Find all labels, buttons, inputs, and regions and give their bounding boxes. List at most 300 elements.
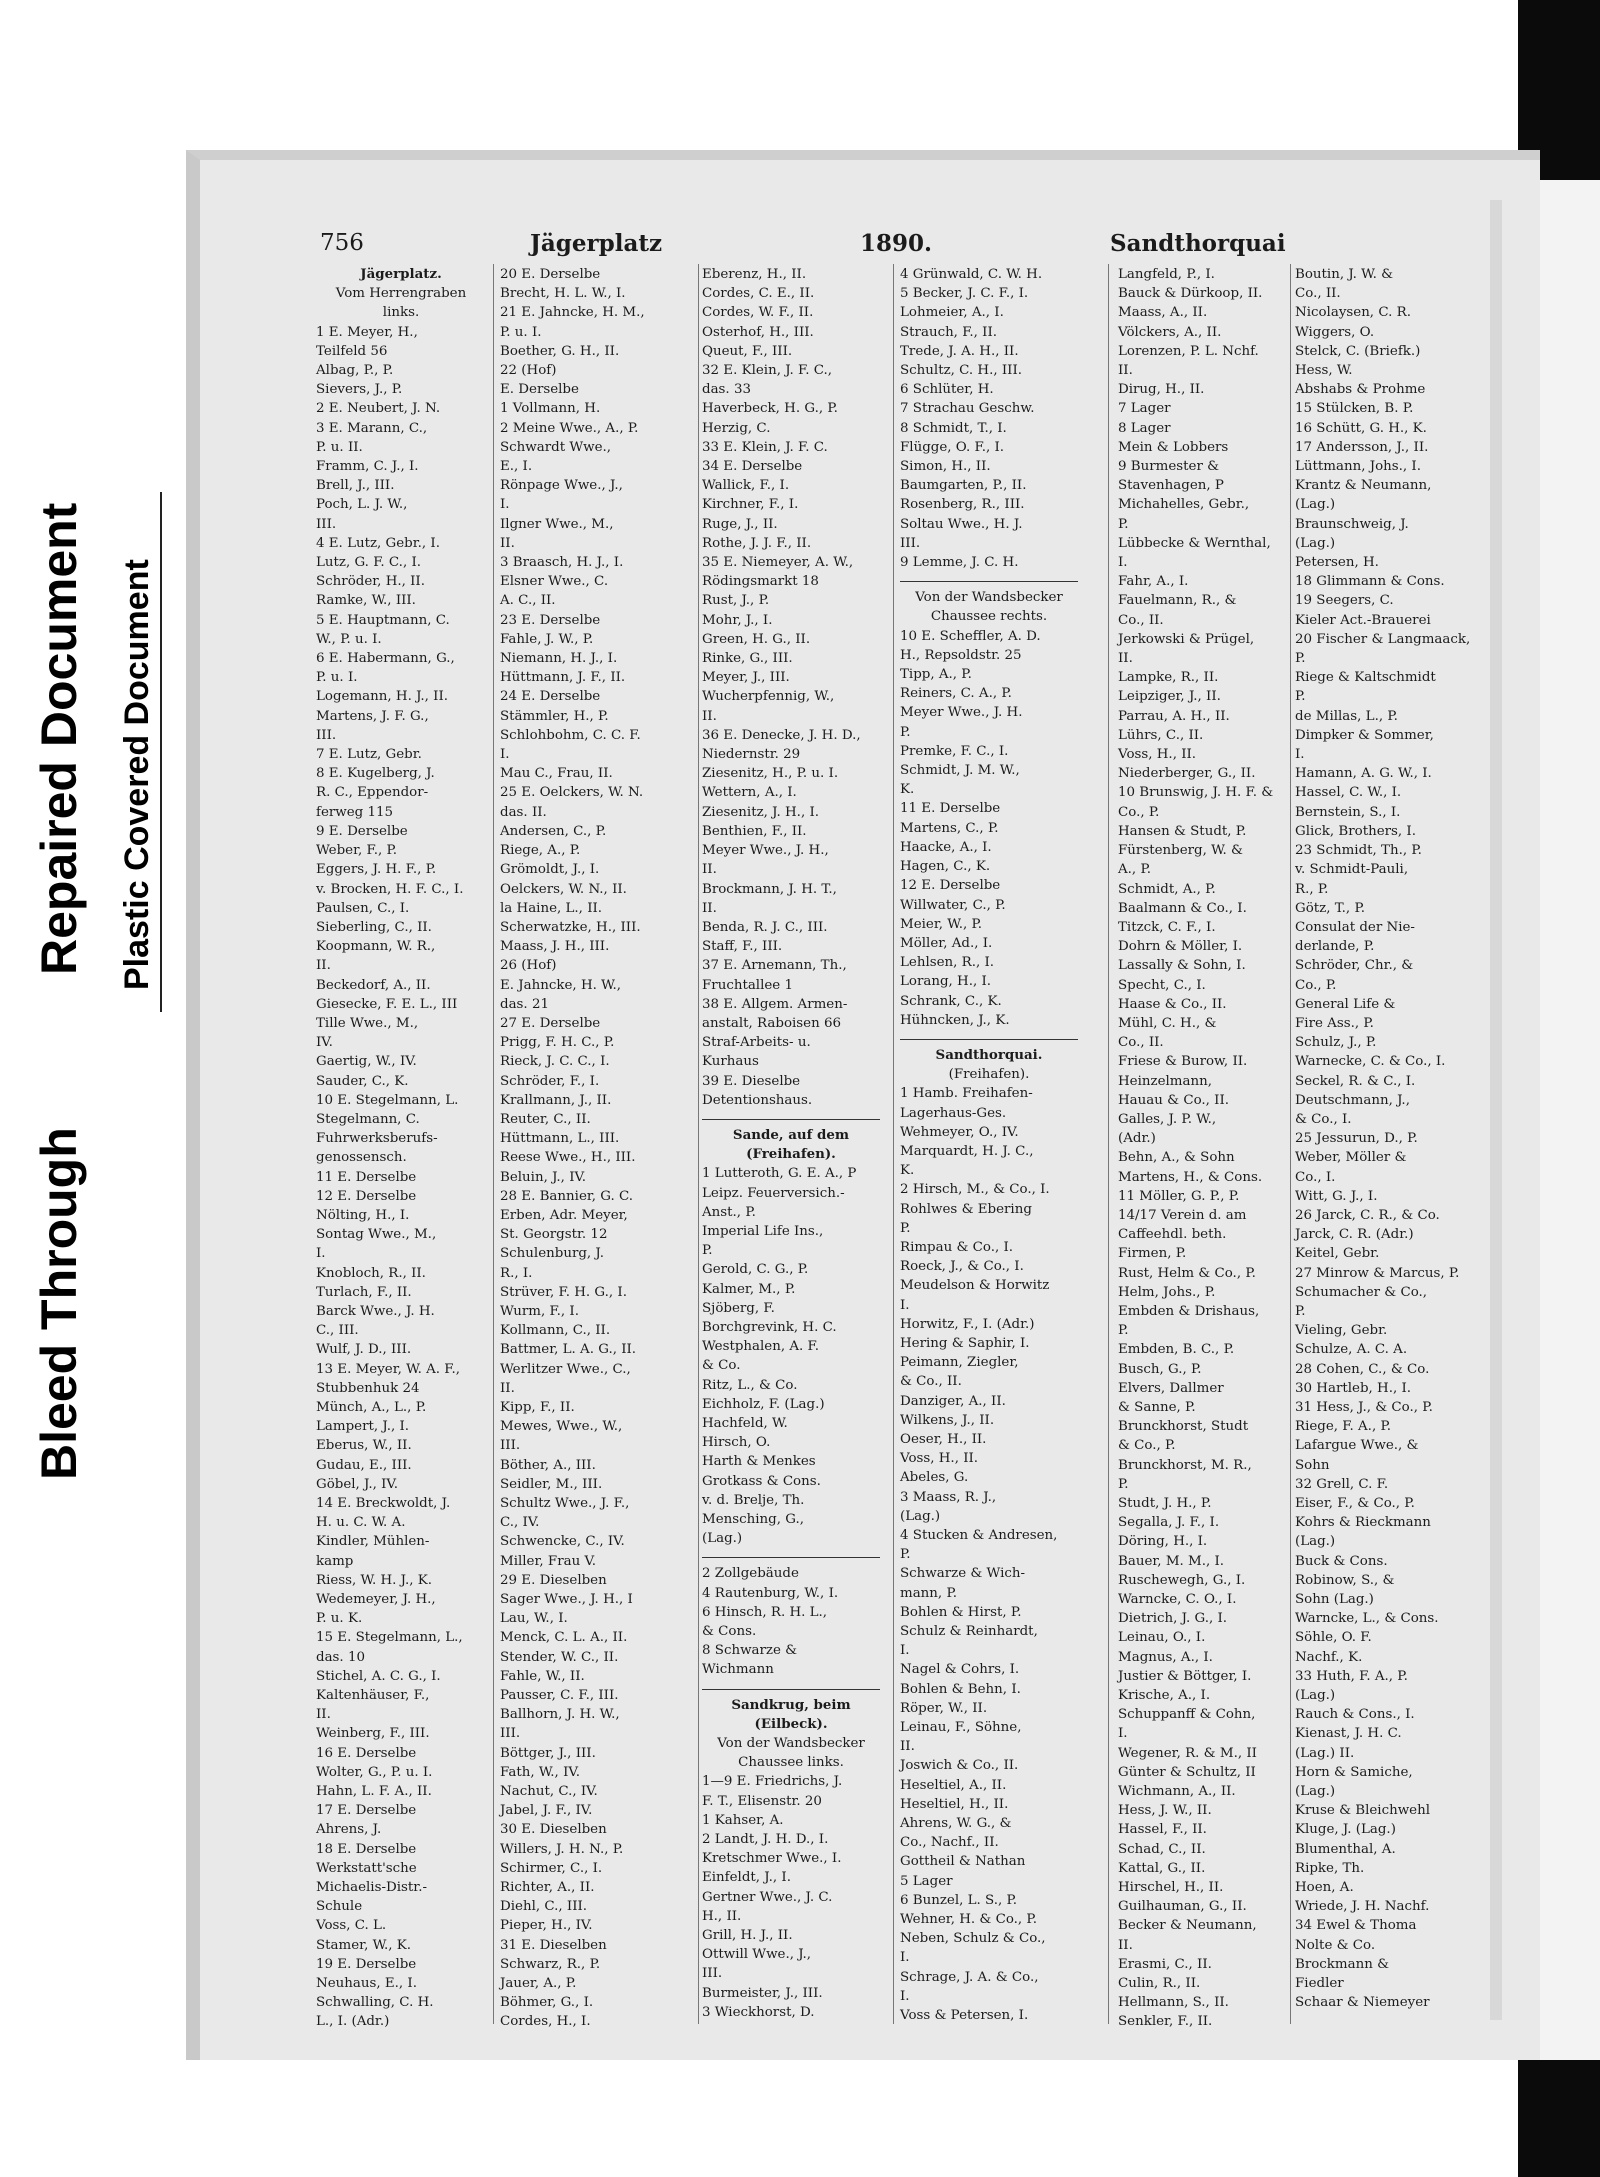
directory-entry: (Lag.) II. bbox=[1295, 1745, 1355, 1761]
directory-entry: Stamer, W., K. bbox=[316, 1937, 412, 1953]
directory-entry: Fahr, A., I. bbox=[1118, 574, 1189, 590]
directory-entry: Möller, Ad., I. bbox=[900, 935, 993, 951]
directory-entry: Wichmann bbox=[702, 1662, 774, 1678]
directory-entry: Eberus, W., II. bbox=[316, 1438, 412, 1454]
directory-entry: Specht, C., I. bbox=[1118, 977, 1206, 993]
directory-entry: Martens, C., P. bbox=[900, 820, 999, 836]
directory-entry: Kattal, G., II. bbox=[1118, 1860, 1206, 1876]
directory-entry: 1 Hamb. Freihafen- bbox=[900, 1086, 1033, 1102]
directory-entry: 1 Kahser, A. bbox=[702, 1812, 784, 1828]
directory-entry: Gerold, C. G., P. bbox=[702, 1262, 809, 1278]
directory-entry: Co., II. bbox=[1118, 612, 1164, 628]
directory-entry: 4 Grünwald, C. W. H. bbox=[900, 267, 1043, 282]
directory-entry: II. bbox=[702, 900, 717, 916]
section-note: Von der Wandsbecker bbox=[717, 1736, 865, 1752]
directory-entry: Eggers, J. H. F., P. bbox=[316, 862, 437, 878]
directory-entry: 9 Burmester & bbox=[1118, 459, 1220, 475]
directory-entry: Willwater, C., P. bbox=[900, 897, 1006, 913]
directory-entry: Voss, C. L. bbox=[316, 1918, 387, 1934]
directory-entry: Embden & Drishaus, bbox=[1118, 1303, 1260, 1319]
section-note: (Freihafen). bbox=[948, 1067, 1030, 1083]
directory-entry: Flügge, O. F., I. bbox=[900, 439, 1005, 455]
directory-entry: Böther, A., III. bbox=[500, 1457, 596, 1473]
left-running-head: Jägerplatz bbox=[530, 230, 663, 257]
directory-entry: das. 21 bbox=[500, 996, 549, 1012]
directory-entry: Giesecke, F. E. L., III bbox=[316, 996, 458, 1012]
directory-entry: v. d. Brelje, Th. bbox=[702, 1492, 805, 1508]
directory-entry: Wulf, J. D., III. bbox=[316, 1342, 412, 1358]
directory-entry: Mohr, J., I. bbox=[702, 612, 773, 628]
directory-entry: Werlitzer Wwe., C., bbox=[500, 1361, 631, 1377]
directory-entry: Langfeld, P., I. bbox=[1118, 267, 1215, 282]
directory-entry: Behn, A., & Sohn bbox=[1118, 1150, 1235, 1166]
directory-entry: Fire Ass., P. bbox=[1295, 1015, 1374, 1031]
directory-entry: Guilhauman, G., II. bbox=[1118, 1899, 1247, 1915]
directory-entry: P. bbox=[1295, 689, 1306, 705]
directory-entry: P. bbox=[900, 1220, 911, 1236]
directory-entry: II. bbox=[1118, 651, 1133, 667]
directory-entry: Schröder, F., I. bbox=[500, 1073, 600, 1089]
directory-entry: Premke, F. C., I. bbox=[900, 743, 1009, 759]
directory-entry: Rieck, J. C. C., I. bbox=[500, 1054, 610, 1070]
directory-entry: Jabel, J. F., IV. bbox=[500, 1803, 593, 1819]
directory-entry: 23 E. Derselbe bbox=[500, 612, 601, 628]
directory-entry: General Life & bbox=[1295, 996, 1396, 1012]
directory-entry: Fahle, W., II. bbox=[500, 1668, 585, 1684]
directory-entry: Nölting, H., I. bbox=[316, 1207, 410, 1223]
directory-entry: Tille Wwe., M., bbox=[316, 1015, 419, 1031]
directory-entry: Lührs, C., II. bbox=[1118, 727, 1204, 743]
directory-entry: Rothe, J. J. F., II. bbox=[702, 535, 812, 551]
directory-entry: II. bbox=[702, 862, 717, 878]
directory-entry: E., I. bbox=[500, 459, 533, 475]
directory-entry: Meudelson & Horwitz bbox=[900, 1278, 1050, 1294]
directory-entry: derlande, P. bbox=[1295, 939, 1375, 955]
directory-entry: Leipz. Feuerversich.- bbox=[702, 1185, 845, 1201]
directory-entry: II. bbox=[900, 1739, 915, 1755]
directory-entry: Fiedler bbox=[1295, 1976, 1344, 1992]
directory-entry: Ruge, J., II. bbox=[702, 516, 778, 532]
directory-entry: Gaertig, W., IV. bbox=[316, 1054, 417, 1070]
directory-entry: R., P. bbox=[1295, 881, 1329, 897]
directory-entry: Sohn (Lag.) bbox=[1295, 1592, 1374, 1608]
directory-entry: Lorenzen, P. L. Nchf. bbox=[1118, 343, 1259, 359]
directory-entry: Erben, Adr. Meyer, bbox=[500, 1207, 628, 1223]
directory-entry: 20 E. Derselbe bbox=[500, 267, 601, 282]
directory-entry: Co., II. bbox=[1118, 1035, 1164, 1051]
section-note: Von der Wandsbecker bbox=[915, 590, 1063, 606]
directory-entry: Maass, J. H., III. bbox=[500, 939, 610, 955]
directory-entry: Willers, J. H. N., P. bbox=[500, 1841, 624, 1857]
directory-entry: Hirsch, O. bbox=[702, 1435, 771, 1451]
directory-entry: Hahn, L. F. A., II. bbox=[316, 1784, 432, 1800]
directory-entry: Brunckhorst, M. R., bbox=[1118, 1457, 1252, 1473]
directory-entry: Heseltiel, A., II. bbox=[900, 1777, 1007, 1793]
directory-entry: Jauer, A., P. bbox=[500, 1976, 577, 1992]
directory-entry: Lorang, H., I. bbox=[900, 974, 992, 990]
directory-entry: Knobloch, R., II. bbox=[316, 1265, 426, 1281]
directory-entry: 15 E. Stegelmann, L., bbox=[316, 1630, 463, 1646]
directory-entry: Mein & Lobbers bbox=[1118, 439, 1229, 455]
column-rule bbox=[1108, 264, 1109, 2024]
directory-entry: Abeles, G. bbox=[900, 1470, 969, 1486]
directory-entry: Busch, G., P. bbox=[1118, 1361, 1202, 1377]
directory-entry: (Lag.) bbox=[1295, 1784, 1336, 1800]
directory-entry: 8 Schwarze & bbox=[702, 1643, 798, 1659]
directory-entry: Lehlsen, R., I. bbox=[900, 955, 995, 971]
directory-entry: L., I. (Adr.) bbox=[316, 2014, 390, 2030]
directory-entry: Riege, A., P. bbox=[500, 843, 581, 859]
directory-entry: Rinke, G., III. bbox=[702, 651, 793, 667]
directory-entry: Parrau, A. H., II. bbox=[1118, 708, 1230, 724]
directory-entry: Brockmann, J. H. T., bbox=[702, 881, 837, 897]
directory-entry: Haacke, A., I. bbox=[900, 839, 992, 855]
next-page-edge bbox=[1530, 180, 1600, 2060]
directory-entry: 31 E. Dieselben bbox=[500, 1937, 607, 1953]
directory-entry: Kluge, J. (Lag.) bbox=[1295, 1822, 1396, 1838]
directory-entry: 36 E. Denecke, J. H. D., bbox=[702, 727, 861, 743]
directory-entry: Reuter, C., II. bbox=[500, 1111, 591, 1127]
street-heading: Jägerplatz. bbox=[360, 266, 442, 282]
directory-entry: Warnecke, C. & Co., I. bbox=[1295, 1054, 1446, 1070]
directory-entry: Grill, H. J., II. bbox=[702, 1928, 793, 1944]
directory-entry: Lagerhaus-Ges. bbox=[900, 1105, 1007, 1121]
directory-entry: Strüver, F. H. G., I. bbox=[500, 1284, 627, 1300]
directory-entry: Krische, A., I. bbox=[1118, 1688, 1211, 1704]
directory-entry: Battmer, L. A. G., II. bbox=[500, 1342, 637, 1358]
directory-entry: Mewes, Wwe., W., bbox=[500, 1419, 623, 1435]
directory-entry: 24 E. Derselbe bbox=[500, 689, 601, 705]
directory-entry: 1 Vollmann, H. bbox=[500, 401, 601, 417]
directory-entry: Sager Wwe., J. H., I bbox=[500, 1592, 633, 1608]
directory-entry: F. T., Elisenstr. 20 bbox=[702, 1793, 822, 1809]
directory-entry: Co., I. bbox=[1295, 1169, 1336, 1185]
directory-entry: Heinzelmann, bbox=[1118, 1073, 1212, 1089]
directory-entry: Caffeehdl. beth. bbox=[1118, 1227, 1227, 1243]
directory-entry: Wriede, J. H. Nachf. bbox=[1295, 1899, 1430, 1915]
directory-entry: I. bbox=[1118, 1726, 1128, 1742]
directory-entry: Fruchtallee 1 bbox=[702, 977, 793, 993]
directory-entry: 11 Möller, G. P., P. bbox=[1118, 1188, 1240, 1204]
directory-entry: C., III. bbox=[316, 1323, 359, 1339]
directory-entry: Schule bbox=[316, 1899, 363, 1915]
section-note: Chaussee rechts. bbox=[930, 609, 1048, 625]
directory-entry: Miller, Frau V. bbox=[500, 1553, 597, 1569]
directory-entry: Schulz, J., P. bbox=[1295, 1035, 1377, 1051]
directory-entry: Hellmann, S., II. bbox=[1118, 1995, 1229, 2011]
directory-entry: Meyer, J., III. bbox=[702, 670, 790, 686]
directory-entry: Haase & Co., II. bbox=[1118, 996, 1227, 1012]
directory-entry: Rimpau & Co., I. bbox=[900, 1239, 1014, 1255]
directory-entry: Seidler, M., III. bbox=[500, 1476, 603, 1492]
directory-entry: Hühncken, J., K. bbox=[900, 1012, 1010, 1028]
plastic-covered-label: Plastic Covered Document bbox=[118, 559, 156, 990]
directory-entry: Eiser, F., & Co., P. bbox=[1295, 1496, 1415, 1511]
directory-entry: Magnus, A., I. bbox=[1118, 1649, 1213, 1665]
directory-entry: Sauder, C., K. bbox=[316, 1073, 409, 1089]
directory-entry: I. bbox=[900, 1643, 910, 1659]
directory-entry: ferweg 115 bbox=[316, 804, 394, 820]
directory-entry: 1—9 E. Friedrichs, J. bbox=[702, 1774, 843, 1790]
directory-entry: Schad, C., II. bbox=[1118, 1841, 1206, 1857]
directory-entry: (Lag.) bbox=[1295, 1688, 1336, 1704]
directory-entry: Schulz & Reinhardt, bbox=[900, 1624, 1038, 1640]
directory-entry: Logemann, H. J., II. bbox=[316, 689, 449, 705]
directory-entry: Eichholz, F. (Lag.) bbox=[702, 1396, 825, 1412]
directory-entry: 3 Wieckhorst, D. bbox=[702, 2004, 815, 2020]
directory-entry: Culin, R., II. bbox=[1118, 1976, 1201, 1992]
directory-entry: Ruschewegh, G., I. bbox=[1118, 1572, 1246, 1588]
directory-entry: Firmen, P. bbox=[1118, 1246, 1187, 1262]
directory-entry: Ballhorn, J. H. W., bbox=[500, 1707, 620, 1723]
directory-entry: H. u. C. W. A. bbox=[316, 1515, 406, 1531]
directory-entry: 31 Hess, J., & Co., P. bbox=[1295, 1399, 1433, 1415]
directory-entry: 25 E. Oelckers, W. N. bbox=[500, 785, 644, 801]
directory-entry: 28 E. Bannier, G. C. bbox=[500, 1188, 634, 1204]
directory-entry: Stelck, C. (Briefk.) bbox=[1295, 343, 1421, 359]
directory-entry: Burmeister, J., III. bbox=[702, 1985, 823, 2001]
directory-entry: Böhmer, G., I. bbox=[500, 1995, 594, 2011]
directory-entry: 2 Meine Wwe., A., P. bbox=[500, 420, 639, 436]
directory-entry: Schlohbohm, C. C. F. bbox=[500, 727, 641, 743]
section-divider bbox=[702, 1110, 880, 1120]
directory-entry: Stubbenhuk 24 bbox=[316, 1380, 420, 1396]
directory-entry: Schumacher & Co., bbox=[1295, 1284, 1428, 1300]
directory-entry: 5 Lager bbox=[900, 1873, 953, 1889]
directory-entry: Hering & Saphir, I. bbox=[900, 1335, 1030, 1351]
directory-entry: 28 Cohen, C., & Co. bbox=[1295, 1361, 1430, 1377]
directory-entry: Sievers, J., P. bbox=[316, 382, 403, 398]
directory-entry: Beckedorf, A., II. bbox=[316, 977, 431, 993]
directory-entry: 10 E. Scheffler, A. D. bbox=[900, 628, 1041, 644]
directory-entry: 11 E. Derselbe bbox=[900, 801, 1001, 817]
directory-entry: Schulenburg, J. bbox=[500, 1246, 605, 1262]
directory-entry: Keitel, Gebr. bbox=[1295, 1246, 1380, 1262]
directory-entry: 17 E. Derselbe bbox=[316, 1803, 417, 1819]
directory-entry: 38 E. Allgem. Armen- bbox=[702, 996, 848, 1012]
directory-entry: Röper, W., II. bbox=[900, 1700, 988, 1716]
column-rule bbox=[893, 264, 894, 2024]
directory-entry: Ahrens, J. bbox=[316, 1822, 382, 1838]
directory-entry: H., Repsoldstr. 25 bbox=[900, 647, 1022, 663]
directory-entry: Strauch, F., II. bbox=[900, 324, 998, 340]
directory-entry: 5 Becker, J. C. F., I. bbox=[900, 286, 1029, 302]
street-heading: (Freihafen). bbox=[746, 1146, 836, 1163]
directory-entry: Green, H. G., II. bbox=[702, 631, 811, 647]
directory-entry: Weinberg, F., III. bbox=[316, 1726, 430, 1742]
directory-entry: Martens, J. F. G., bbox=[316, 708, 429, 724]
directory-entry: Kipp, F., II. bbox=[500, 1399, 575, 1415]
directory-entry: Wucherpfennig, W., bbox=[702, 689, 835, 705]
directory-entry: Hassel, C. W., I. bbox=[1295, 785, 1402, 801]
column-rule bbox=[493, 264, 494, 2024]
directory-entry: Barck Wwe., J. H. bbox=[316, 1303, 435, 1319]
directory-entry: Baumgarten, P., II. bbox=[900, 478, 1027, 494]
directory-column-6 bbox=[1295, 265, 1485, 2012]
directory-entry: Soltau Wwe., H. J. bbox=[900, 516, 1023, 532]
directory-entry: Bernstein, S., I. bbox=[1295, 804, 1401, 820]
directory-entry: Albag, P., P. bbox=[316, 363, 394, 379]
year-head: 1890. bbox=[860, 230, 933, 257]
directory-entry: 2 Zollgebäude bbox=[702, 1566, 799, 1582]
page-header bbox=[320, 230, 1490, 270]
directory-entry: Niedernstr. 29 bbox=[702, 747, 801, 763]
directory-entry: Schröder, H., II. bbox=[316, 574, 425, 590]
directory-entry: Ziesenitz, H., P. u. I. bbox=[702, 766, 839, 782]
directory-entry: P. bbox=[900, 1547, 911, 1563]
directory-entry: I. bbox=[1118, 555, 1128, 571]
directory-entry: Sieberling, C., II. bbox=[316, 919, 432, 935]
directory-entry: Stichel, A. C. G., I. bbox=[316, 1668, 441, 1684]
directory-entry: 27 Minrow & Marcus, P. bbox=[1295, 1265, 1460, 1281]
directory-entry: 39 E. Dieselbe bbox=[702, 1073, 801, 1089]
directory-entry: P. bbox=[1295, 651, 1306, 667]
directory-entry: Hachfeld, W. bbox=[702, 1415, 788, 1431]
directory-entry: Warncke, L., & Cons. bbox=[1295, 1611, 1439, 1627]
directory-entry: Imperial Life Ins., bbox=[702, 1223, 824, 1239]
directory-entry: 25 Jessurun, D., P. bbox=[1295, 1131, 1418, 1147]
directory-entry: Boutin, J. W. & bbox=[1295, 267, 1394, 282]
directory-entry: Segalla, J. F., I. bbox=[1118, 1515, 1220, 1531]
directory-entry: Reese Wwe., H., III. bbox=[500, 1150, 636, 1166]
directory-entry: Lutz, G. F. C., I. bbox=[316, 555, 421, 571]
directory-entry: Grotkass & Cons. bbox=[702, 1473, 821, 1489]
directory-entry: 9 E. Derselbe bbox=[316, 823, 408, 839]
bleed-through-label: Bleed Through bbox=[31, 1127, 87, 1480]
directory-entry: 33 Huth, F. A., P. bbox=[1295, 1668, 1408, 1684]
directory-entry: Elvers, Dallmer bbox=[1118, 1380, 1224, 1396]
directory-entry: Benthien, F., II. bbox=[702, 823, 807, 839]
directory-entry: 33 E. Klein, J. F. C. bbox=[702, 439, 828, 455]
directory-entry: 29 E. Dieselben bbox=[500, 1572, 607, 1588]
directory-entry: mann, P. bbox=[900, 1585, 957, 1601]
directory-entry: Schmidt, A., P. bbox=[1118, 881, 1216, 897]
directory-entry: III. bbox=[316, 727, 337, 743]
directory-entry: 3 Maass, R. J., bbox=[900, 1489, 997, 1505]
directory-entry: Kohrs & Rieckmann bbox=[1295, 1515, 1431, 1531]
section-divider bbox=[702, 1548, 880, 1558]
directory-entry: Schmidt, J. M. W., bbox=[900, 763, 1020, 779]
directory-entry: Danziger, A., II. bbox=[900, 1393, 1006, 1409]
directory-entry: Schirmer, C., I. bbox=[500, 1860, 603, 1876]
directory-entry: (Adr.) bbox=[1118, 1131, 1156, 1147]
directory-entry: Hagen, C., K. bbox=[900, 859, 991, 875]
directory-entry: das. 33 bbox=[702, 382, 751, 398]
directory-entry: Becker & Neumann, bbox=[1118, 1918, 1257, 1934]
directory-entry: II. bbox=[1118, 363, 1133, 379]
directory-entry: Dohrn & Möller, I. bbox=[1118, 939, 1243, 955]
directory-entry: Nachut, C., IV. bbox=[500, 1784, 598, 1800]
directory-entry: Döring, H., I. bbox=[1118, 1534, 1208, 1550]
directory-entry: Völckers, A., II. bbox=[1118, 324, 1222, 340]
directory-entry: Wegener, R. & M., II bbox=[1118, 1745, 1257, 1761]
directory-entry: Schwarze & Wich- bbox=[900, 1566, 1026, 1582]
directory-entry: Hüttmann, J. F., II. bbox=[500, 670, 626, 686]
directory-entry: Bauck & Dürkoop, II. bbox=[1118, 286, 1263, 302]
directory-entry: Wallick, F., I. bbox=[702, 478, 790, 494]
directory-entry: I. bbox=[316, 1246, 326, 1262]
directory-entry: Co., P. bbox=[1295, 977, 1337, 993]
directory-entry: Bauer, M. M., I. bbox=[1118, 1553, 1225, 1569]
directory-entry: 13 E. Meyer, W. A. F., bbox=[316, 1361, 460, 1377]
directory-entry: Ottwill Wwe., J., bbox=[702, 1947, 812, 1963]
directory-entry: Meier, W., P. bbox=[900, 916, 983, 932]
directory-entry: Buck & Cons. bbox=[1295, 1553, 1388, 1569]
directory-entry: Riege & Kaltschmidt bbox=[1295, 670, 1436, 686]
directory-entry: Hoen, A. bbox=[1295, 1880, 1354, 1896]
directory-entry: Rönpage Wwe., J., bbox=[500, 478, 623, 494]
directory-entry: & Cons. bbox=[702, 1624, 757, 1640]
directory-entry: Hüttmann, L., III. bbox=[500, 1131, 620, 1147]
directory-entry: I. bbox=[500, 747, 510, 763]
directory-entry: Michaelis-Distr.- bbox=[316, 1880, 427, 1896]
directory-entry: Schultz Wwe., J. F., bbox=[500, 1496, 630, 1511]
directory-entry: Elsner Wwe., C. bbox=[500, 574, 609, 590]
directory-entry: Lampert, J., I. bbox=[316, 1419, 410, 1435]
directory-entry: II. bbox=[702, 708, 717, 724]
directory-entry: 26 (Hof) bbox=[500, 958, 557, 974]
directory-entry: & Sanne, P. bbox=[1118, 1399, 1196, 1415]
directory-entry: Ilgner Wwe., M., bbox=[500, 516, 614, 532]
directory-entry: Wehmeyer, O., IV. bbox=[900, 1124, 1019, 1140]
directory-entry: Cordes, H., I. bbox=[500, 2014, 591, 2030]
directory-entry: Voss, H., II. bbox=[900, 1451, 979, 1467]
directory-entry: 23 Schmidt, Th., P. bbox=[1295, 843, 1422, 859]
directory-entry: 4 E. Lutz, Gebr., I. bbox=[316, 535, 440, 551]
directory-entry: Rauch & Cons., I. bbox=[1295, 1707, 1415, 1723]
directory-entry: 27 E. Derselbe bbox=[500, 1015, 601, 1031]
repaired-document-label: Repaired Document bbox=[31, 502, 87, 975]
directory-entry: 16 Schütt, G. H., K. bbox=[1295, 420, 1427, 436]
directory-entry: Studt, J. H., P. bbox=[1118, 1496, 1212, 1511]
directory-entry: Stender, W. C., II. bbox=[500, 1649, 619, 1665]
directory-entry: Brunckhorst, Studt bbox=[1118, 1419, 1249, 1435]
directory-entry: Baalmann & Co., I. bbox=[1118, 900, 1247, 916]
directory-entry: Nachf., K. bbox=[1295, 1649, 1363, 1665]
directory-entry: P. bbox=[1118, 1476, 1129, 1492]
directory-column-3 bbox=[702, 265, 880, 2022]
directory-entry: das. II. bbox=[500, 804, 547, 820]
directory-entry: Stämmler, H., P. bbox=[500, 708, 609, 724]
directory-entry: 15 Stülcken, B. P. bbox=[1295, 401, 1414, 417]
directory-entry: A. C., II. bbox=[500, 593, 556, 609]
directory-entry: Weber, Möller & bbox=[1295, 1150, 1407, 1166]
directory-entry: Sohn bbox=[1295, 1457, 1330, 1473]
section-divider bbox=[900, 1030, 1078, 1040]
directory-entry: Stegelmann, C. bbox=[316, 1111, 420, 1127]
directory-entry: Boether, G. H., II. bbox=[500, 343, 620, 359]
directory-entry: Diehl, C., III. bbox=[500, 1899, 588, 1915]
directory-entry: W., P. u. I. bbox=[316, 631, 382, 647]
section-note: Vom Herrengraben bbox=[335, 286, 467, 302]
directory-entry: Neuhaus, E., I. bbox=[316, 1976, 417, 1992]
directory-entry: Schwarz, R., P. bbox=[500, 1956, 601, 1972]
directory-entry: Pieper, H., IV. bbox=[500, 1918, 593, 1934]
directory-entry: 6 Bunzel, L. S., P. bbox=[900, 1892, 1018, 1908]
right-running-head: Sandthorquai bbox=[1110, 230, 1286, 257]
street-heading: (Eilbeck). bbox=[754, 1715, 828, 1732]
directory-entry: II. bbox=[500, 1380, 515, 1396]
directory-entry: Andersen, C., P. bbox=[500, 823, 607, 839]
directory-entry: Seckel, R. & C., I. bbox=[1295, 1073, 1416, 1089]
directory-entry: Krallmann, J., II. bbox=[500, 1092, 612, 1108]
directory-entry: P. bbox=[702, 1243, 713, 1259]
directory-entry: Pausser, C. F., III. bbox=[500, 1688, 619, 1704]
directory-entry: Riess, W. H. J., K. bbox=[316, 1572, 433, 1588]
directory-entry: Voss & Petersen, I. bbox=[900, 2008, 1029, 2024]
directory-entry: Rust, Helm & Co., P. bbox=[1118, 1265, 1256, 1281]
directory-entry: E. Jahncke, H. W., bbox=[500, 977, 622, 993]
